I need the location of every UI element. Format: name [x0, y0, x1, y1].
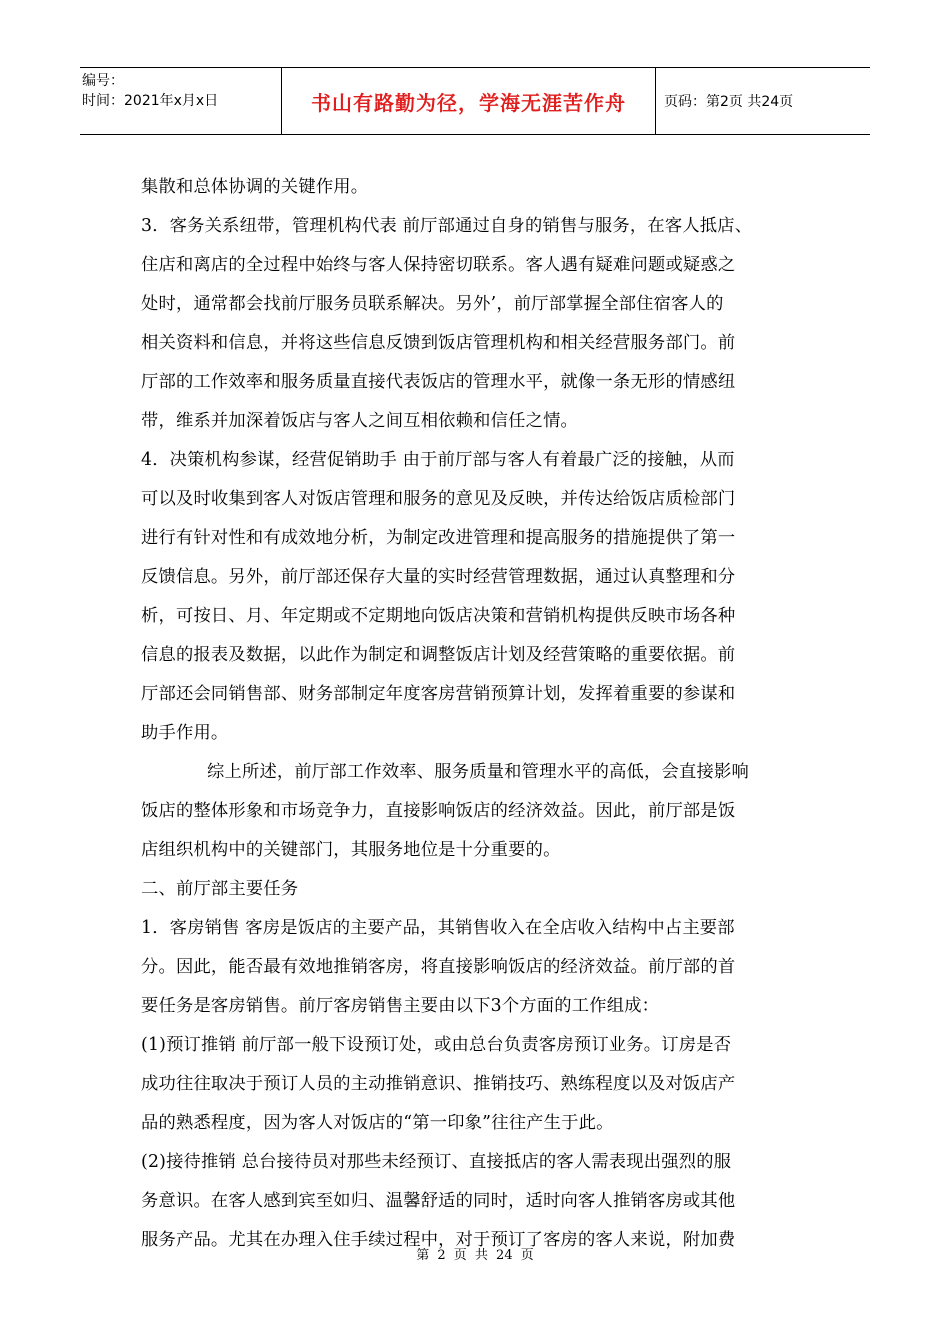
body-line: 店组织机构中的关键部门，其服务地位是十分重要的。 [141, 840, 561, 860]
section-heading: 二、前厅部主要任务 [141, 879, 299, 899]
body-line: 要任务是客房销售。前厅客房销售主要由以下3个方面的工作组成： [141, 996, 660, 1016]
body-line: 住店和离店的全过程中始终与客人保持密切联系。客人遇有疑难问题或疑惑之 [141, 255, 736, 275]
body-line: 信息的报表及数据，以此作为制定和调整饭店计划及经营策略的重要依据。前 [141, 645, 736, 665]
header-motto: 书山有路勤为径，学海无涯苦作舟 [282, 68, 656, 134]
body-line: 相关资料和信息，并将这些信息反馈到饭店管理机构和相关经营服务部门。前 [141, 333, 736, 353]
header-page-info: 页码：第2页 共24页 [664, 94, 794, 110]
document-date-label: 时间：2021年x月x日 [82, 93, 219, 109]
body-line: 成功往往取决于预订人员的主动推销意识、推销技巧、熟练程度以及对饭店产 [141, 1074, 736, 1094]
body-line: 品的熟悉程度，因为客人对饭店的“第一印象”往往产生于此。 [141, 1113, 614, 1133]
body-line: 析，可按日、月、年定期或不定期地向饭店决策和营销机构提供反映市场各种 [141, 606, 736, 626]
body-line: 反馈信息。另外，前厅部还保存大量的实时经营管理数据，通过认真整理和分 [141, 567, 736, 587]
body-line: 分。因此，能否最有效地推销客房，将直接影响饭店的经济效益。前厅部的首 [141, 957, 736, 977]
body-line: 助手作用。 [141, 723, 229, 743]
document-number-label: 编号： [82, 73, 124, 89]
body-line: 综上所述，前厅部工作效率、服务质量和管理水平的高低，会直接影响 [207, 762, 749, 782]
page-header [80, 67, 870, 135]
body-line: 饭店的整体形象和市场竞争力，直接影响饭店的经济效益。因此，前厅部是饭 [141, 801, 736, 821]
body-line: 务意识。在客人感到宾至如归、温馨舒适的同时，适时向客人推销客房或其他 [141, 1191, 736, 1211]
body-line: 可以及时收集到客人对饭店管理和服务的意见及反映，并传达给饭店质检部门 [141, 489, 736, 509]
document-body [141, 168, 805, 1260]
body-line: 进行有针对性和有成效地分析，为制定改进管理和提高服务的措施提供了第一 [141, 528, 736, 548]
body-line: 集散和总体协调的关键作用。 [141, 177, 369, 197]
body-line: 厅部的工作效率和服务质量直接代表饭店的管理水平，就像一条无形的情感纽 [141, 372, 736, 392]
body-line: 服务产品。尤其在办理入住手续过程中，对于预订了客房的客人来说，附加费 [141, 1230, 736, 1250]
body-line: (2)接待推销 总台接待员对那些未经预订、直接抵店的客人需表现出强烈的服 [141, 1152, 732, 1172]
body-line: 处时，通常都会找前厅服务员联系解决。另外’，前厅部掌握全部住宿客人的 [141, 294, 724, 314]
body-line: 厅部还会同销售部、财务部制定年度客房营销预算计划，发挥着重要的参谋和 [141, 684, 736, 704]
body-line: (1)预订推销 前厅部一般下设预订处，或由总台负责客房预订业务。订房是否 [141, 1035, 732, 1055]
header-meta-cell [80, 68, 282, 134]
page-footer: 第 2 页 共 24 页 [416, 1248, 534, 1263]
body-line: 1．客房销售 客房是饭店的主要产品，其销售收入在全店收入结构中占主要部 [141, 918, 735, 938]
body-line: 4．决策机构参谋，经营促销助手 由于前厅部与客人有着最广泛的接触，从而 [141, 450, 735, 470]
body-line: 3．客务关系纽带，管理机构代表 前厅部通过自身的销售与服务，在客人抵店、 [141, 216, 753, 236]
body-line: 带，维系并加深着饭店与客人之间互相依赖和信任之情。 [141, 411, 579, 431]
